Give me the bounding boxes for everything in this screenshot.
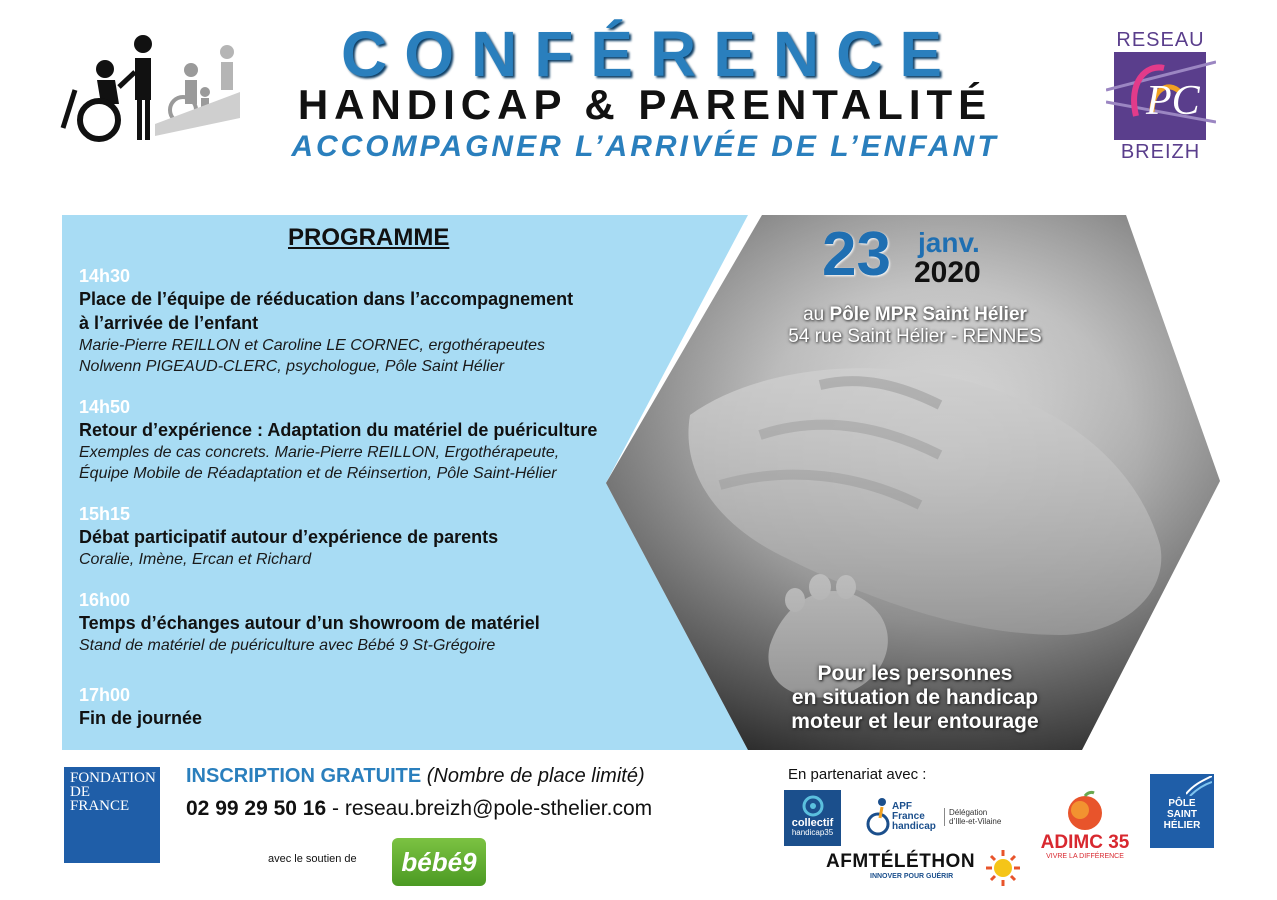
logo-line: handicap	[892, 821, 936, 832]
slot-speakers: Marie-Pierre REILLON et Caroline LE CORNEC, ergothérapeutes	[79, 337, 545, 354]
partners-label: En partenariat avec :	[788, 766, 927, 783]
slot-time: 14h50	[79, 397, 131, 417]
logo-line: APF	[892, 801, 912, 812]
logo-line: collectif	[791, 817, 834, 829]
logo-line: handicap35	[791, 828, 834, 837]
target-audience	[760, 662, 1070, 734]
slot-time: 15h15	[79, 504, 131, 524]
slot-title: Débat participatif autour d’expérience de parents	[79, 527, 499, 547]
bebe9-logo: bébé9	[392, 838, 486, 886]
logo-line: France	[892, 811, 925, 822]
logo-line: DE	[70, 784, 90, 800]
logo-line: FRANCE	[70, 798, 130, 814]
event-year: 2020	[914, 256, 981, 289]
slot-time: 16h00	[79, 590, 131, 610]
audience-line: Pour les personnes	[817, 662, 1013, 685]
logo-line: FONDATION	[70, 770, 156, 786]
logo-line: PÔLE	[1168, 798, 1196, 809]
inscription-note: (Nombre de place limité)	[426, 765, 645, 787]
venue-address: 54 rue Saint Hélier - RENNES	[788, 326, 1042, 347]
slot-speakers: Coralie, Imène, Ercan et Richard	[79, 551, 312, 568]
program-slot	[79, 684, 659, 730]
inscription-lead: INSCRIPTION GRATUITE	[186, 765, 422, 787]
slot-speakers: Stand de matériel de puériculture avec Bébé 9 St-Grégoire	[79, 637, 496, 654]
afm-tagline: INNOVER POUR GUÉRIR	[870, 873, 954, 880]
pole-wave-icon	[1186, 776, 1212, 796]
svg-text:PC: PC	[1146, 78, 1200, 124]
apf-france-handicap-logo	[866, 794, 1006, 842]
slot-title: Place de l’équipe de rééducation dans l’accompagnement	[79, 289, 574, 309]
conference-tagline: ACCOMPAGNER L’ARRIVÉE DE L’ENFANT	[291, 130, 999, 163]
program-slot	[79, 265, 659, 377]
slot-time: 17h00	[79, 685, 131, 705]
adimc35-logo	[1030, 790, 1140, 862]
event-day: 23	[822, 220, 891, 289]
slot-speakers: Équipe Mobile de Réadaptation et de Réinsertion, Pôle Saint-Hélier	[79, 465, 557, 482]
afm-sun-icon	[984, 848, 1022, 888]
venue-prefix: au	[803, 304, 825, 325]
event-month: janv.	[918, 227, 980, 258]
contact-separator: -	[331, 797, 339, 820]
slot-speakers: Nolwenn PIGEAUD-CLERC, psychologue, Pôle Saint Hélier	[79, 358, 505, 375]
slot-speakers: Exemples de cas concrets. Marie-Pierre REILLON, Ergothérapeute,	[79, 444, 560, 461]
apf-name	[892, 802, 936, 832]
slot-title: à l’arrivée de l’enfant	[79, 313, 259, 333]
apf-delegation	[944, 808, 1001, 826]
program-slot	[79, 503, 659, 570]
slot-time: 14h30	[79, 266, 131, 286]
audience-line: moteur et leur entourage	[791, 710, 1039, 733]
pc-monogram-icon	[1106, 52, 1216, 142]
logo-text-bottom: BREIZH	[1120, 141, 1201, 163]
afm-name: AFMTÉLÉTHON	[826, 851, 976, 872]
logo-line: d’Ille-et-Vilaine	[949, 817, 1002, 826]
reseau-pc-breizh-logo	[1098, 30, 1223, 166]
event-venue	[770, 304, 1060, 348]
contact-info	[186, 796, 652, 822]
program-slot	[79, 589, 659, 656]
conference-title: CONFÉRENCE	[340, 18, 960, 90]
accessibility-pictogram	[55, 32, 250, 147]
contact-phone[interactable]: 02 99 29 50 16	[186, 797, 327, 820]
logo-text-top: RESEAU	[1116, 29, 1205, 51]
apf-figure-icon	[866, 796, 892, 838]
collectif-swirl-icon	[802, 795, 824, 817]
inscription-info	[186, 764, 645, 788]
conference-subtitle: HANDICAP & PARENTALITÉ	[297, 81, 993, 128]
adimc-apple-icon	[1064, 790, 1106, 832]
slot-title: Temps d’échanges autour d’un showroom de matériel	[79, 613, 540, 633]
collectif-handicap35-logo	[784, 790, 841, 846]
adimc-name: ADIMC 35	[1040, 832, 1130, 853]
program-title: PROGRAMME	[288, 224, 450, 251]
afm-telethon-logo	[826, 848, 1026, 892]
pole-saint-helier-logo	[1150, 774, 1214, 848]
logo-line: HÉLIER	[1163, 820, 1201, 831]
audience-line: en situation de handicap	[791, 686, 1039, 709]
logo-line: SAINT	[1167, 809, 1197, 820]
support-label: avec le soutien de	[268, 853, 357, 865]
venue-name: Pôle MPR Saint Hélier	[829, 304, 1027, 325]
slot-title: Retour d’expérience : Adaptation du matériel de puériculture	[79, 420, 598, 440]
fondation-de-france-logo	[64, 767, 160, 863]
contact-email[interactable]: reseau.breizh@pole-sthelier.com	[344, 797, 653, 820]
program-slot	[79, 396, 659, 484]
slot-title: Fin de journée	[79, 708, 203, 728]
adimc-tagline: VIVRE LA DIFFÉRENCE	[1046, 853, 1124, 860]
logo-line: Délégation	[949, 808, 988, 817]
